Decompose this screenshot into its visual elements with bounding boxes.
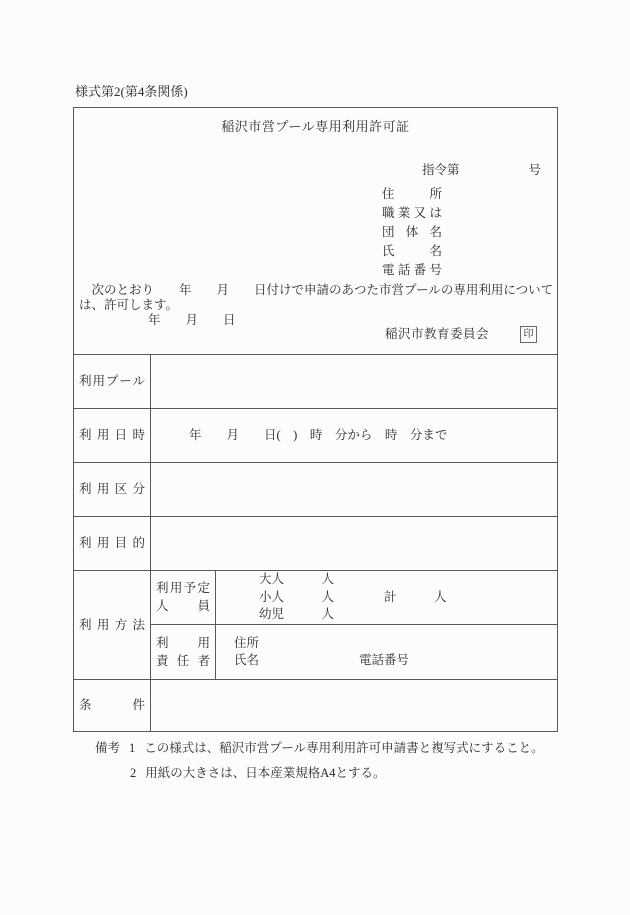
issuing-authority: 稲沢市教育委員会 (385, 327, 490, 341)
body-paragraph-line2: は、許可します。 (79, 298, 179, 312)
note-item (130, 765, 544, 781)
permit-certificate-box (73, 107, 558, 732)
row-content-cell (151, 409, 557, 462)
row-label-cell (74, 355, 151, 408)
row-label: 利用プール (79, 374, 145, 388)
row-label: 利用区分 (79, 482, 145, 496)
directive-prefix: 指令第 (422, 163, 460, 177)
row-label-cell (74, 409, 151, 462)
row-content-cell (151, 355, 557, 408)
sub-row-planned-attendance (151, 571, 557, 625)
row-label-cell (74, 571, 151, 679)
sub-row-label-line: 人員 (156, 599, 210, 613)
sub-row-label-line: 責任者 (156, 653, 210, 668)
seal-mark (520, 326, 537, 343)
seal-icon: 印 (523, 329, 534, 340)
remarks-heading: 備考 (95, 741, 121, 755)
applicant-name-label: 氏名 (382, 244, 442, 258)
row-content-cell (151, 517, 557, 570)
permit-details-table (74, 354, 557, 731)
note-item (95, 740, 544, 756)
applicant-occupation-label: 職業又は (382, 206, 442, 220)
note-number: 2 (130, 766, 137, 780)
responsible-name-phone-line: 氏名 電話番号 (234, 653, 410, 667)
row-content: 年 月 日( ) 時 分から 時 分まで (189, 428, 448, 442)
row-label-cell (74, 680, 151, 731)
sub-row-content (216, 625, 557, 679)
table-row-category (74, 463, 557, 517)
table-row-conditions (74, 680, 557, 731)
note-number: 1 (129, 741, 136, 755)
attendance-children-total-line: 小人 人 計 人 (259, 589, 447, 604)
applicant-info-block (382, 187, 442, 282)
document-title: 稲沢市営プール専用利用許可証 (221, 119, 410, 134)
table-row-method (74, 571, 557, 680)
directive-number-line (422, 163, 541, 178)
applicant-phone-label: 電話番号 (382, 263, 442, 277)
attendance-adults-line: 大人 人 (259, 572, 335, 587)
body-paragraph-line1: 次のとおり 年 月 日付けで申請のあつた市営プールの専用利用について (79, 283, 554, 297)
applicant-organization-label: 団体名 (382, 225, 442, 239)
row-label-cell (74, 463, 151, 516)
sub-row-label-line: 利用予定 (156, 581, 210, 595)
sub-row-label-cell (151, 625, 216, 679)
applicant-address-label: 住所 (382, 187, 442, 201)
row-label-cell (74, 517, 151, 570)
table-row-pool (74, 355, 557, 409)
responsible-address-line: 住所 (234, 635, 260, 650)
row-label: 条件 (79, 698, 145, 712)
sub-row-label-line: 利用 (156, 635, 210, 650)
sub-row-label-cell (151, 571, 216, 624)
remarks-block (95, 740, 544, 781)
method-sub-table (151, 571, 557, 679)
row-label: 利用目的 (79, 536, 145, 550)
directive-suffix: 号 (528, 163, 541, 177)
note-text: 用紙の大きさは、日本産業規格A4とする。 (145, 766, 386, 780)
issue-date-line: 年 月 日 (148, 313, 236, 327)
note-text: この様式は、稲沢市営プール専用利用許可申請書と複写式にすること。 (144, 741, 544, 755)
table-row-datetime (74, 409, 557, 463)
row-content-cell (151, 463, 557, 516)
table-row-purpose (74, 517, 557, 571)
sub-row-content (216, 571, 557, 624)
row-label: 利用方法 (79, 617, 145, 632)
form-number-label: 様式第2(第4条関係) (75, 84, 188, 99)
row-content-cell (151, 680, 557, 731)
sub-row-responsible-person (151, 625, 557, 679)
attendance-infants-line: 幼児 人 (259, 607, 335, 622)
row-label: 利用日時 (79, 428, 145, 442)
